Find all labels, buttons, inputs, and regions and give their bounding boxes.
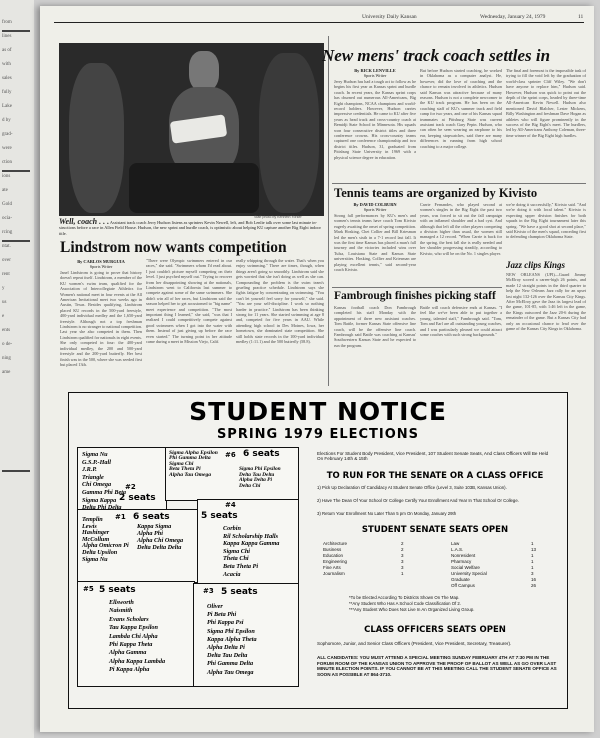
school-row: Architecture bbox=[323, 541, 348, 546]
track-divider bbox=[332, 183, 586, 184]
left-fragment: ntat. bbox=[2, 244, 11, 249]
school-seats: 3 bbox=[401, 565, 404, 570]
list-item: Sigma Chi bbox=[169, 460, 194, 467]
list-item: Ril Scholarship Halls bbox=[223, 532, 279, 540]
district-3-number: #3 bbox=[203, 587, 214, 595]
district-6-list-b bbox=[239, 467, 281, 489]
list-item: Sigma Nu bbox=[82, 555, 108, 563]
left-rule bbox=[2, 170, 30, 172]
district-2-number: #2 bbox=[125, 483, 136, 491]
list-item: Corbin bbox=[223, 525, 241, 532]
list-item: Hashinger bbox=[82, 529, 110, 537]
school-row: Education bbox=[323, 553, 344, 558]
fambrough-col2: Battle will coach defensive ends at Kansas. "I feel like we've been able to put together a young, talented staff," Fambrough said. "Tom, Tom and Earl are all outstanding young coaches, and I was particularly pleased we could attract some coaches with such strong backgrounds." bbox=[420, 305, 502, 338]
list-item: Naismith bbox=[109, 607, 133, 615]
school-row: Nonresident bbox=[451, 553, 476, 558]
left-fragment: ning bbox=[2, 356, 11, 361]
school-row: L.A.S. bbox=[451, 547, 464, 552]
list-item: Alpha Delta Pi bbox=[239, 477, 272, 484]
list-item: Tau Kappa Epsilon bbox=[109, 624, 158, 632]
notice-intro: Elections For Student Body President, Vice President, 107 Student Senate Seats, And Class Officers Will Be Held On February 14th & 15th bbox=[317, 451, 549, 462]
list-item: Sigma Phi Epsilon bbox=[207, 627, 255, 635]
student-notice-ad bbox=[68, 392, 568, 709]
list-item: Ellsworth bbox=[109, 599, 134, 606]
left-fragment: e bbox=[2, 314, 5, 319]
list-item: Delta Phi Delta bbox=[82, 504, 122, 512]
list-item: Acacia bbox=[223, 570, 241, 578]
class-text: Sophomore, Junior, and Senior Class Officers (President, Vice President, Secretary, Treasurer). bbox=[317, 641, 512, 646]
left-fragment: over bbox=[2, 258, 11, 263]
list-item: Alpha Kappa Lambda bbox=[109, 657, 166, 665]
tennis-headline: Tennis teams are organized by Kivisto bbox=[334, 186, 538, 200]
lindstrom-headline: Lindstrom now wants competition bbox=[60, 239, 287, 256]
district-5-list bbox=[109, 599, 165, 675]
school-seats: 3 bbox=[401, 559, 404, 564]
fambrough-headline: Fambrough finishes picking staff bbox=[334, 290, 496, 302]
school-row: University Special bbox=[451, 571, 487, 576]
district-6-number: #6 bbox=[225, 451, 236, 459]
left-fragment: ents bbox=[2, 328, 11, 333]
lindstrom-col2: "There were Olympic swimmers entered in our races," she said. "Swimmers whom I'd read about. I just couldn't picture myself competing on their level. I just psyched myself out." Trying to recover from her disappointing showing at the nationals, Lindstrom went to California last summer to compete against some of the same swimmers. She didn't win all of her races, but Lindstrom said the season helped her to get accustomed to "big name" meet experience and competition. "The most important thing I learned," she said, "was that I realized I could competitively compete against good swimmers when I got into the water with them. Instead of just giving up before the race even started." The turning point in her attitude came during a meet in Mission Viejo, Calif. bbox=[146, 258, 232, 345]
list-item: Sigma Nu bbox=[82, 451, 108, 458]
track-byline-role: Sports Writer bbox=[363, 73, 387, 78]
list-item: Sigma Alpha Epsilon bbox=[169, 450, 218, 456]
school-row: Journalism bbox=[323, 571, 345, 576]
district-1-list-b bbox=[137, 523, 183, 551]
left-fragment: as of bbox=[2, 48, 12, 53]
note-1: *To be Elected According To Districts Shown On The Map. bbox=[349, 595, 460, 600]
district-2-seats: 2 seats bbox=[119, 493, 156, 503]
left-fragment: ction bbox=[2, 160, 12, 165]
left-rule bbox=[2, 30, 30, 32]
school-row: Pharmacy bbox=[451, 559, 472, 564]
school-row: Graduate bbox=[451, 577, 470, 582]
senate-heading: STUDENT SENATE SEATS OPEN bbox=[361, 525, 509, 535]
left-fragment: Gold bbox=[2, 202, 12, 207]
list-item: Theta Chi bbox=[223, 555, 249, 563]
list-item: Phi Gamma Delta bbox=[169, 455, 211, 462]
list-item: Delta Chi bbox=[239, 482, 261, 489]
school-seats: 2 bbox=[401, 541, 404, 546]
step-1: 1) Pick Up Declaration Of Candidacy At Student Senate Office (Level 3, Suite 103B, Kansas Union). bbox=[317, 485, 507, 490]
left-fragment: o de- bbox=[2, 342, 13, 347]
newspaper-page bbox=[40, 6, 594, 732]
school-seats: 1 bbox=[401, 571, 404, 576]
list-item: Pi Beta Phi bbox=[207, 611, 237, 619]
left-fragment: us bbox=[2, 300, 7, 305]
school-seats: 1 bbox=[531, 559, 534, 564]
header-rule bbox=[54, 22, 584, 23]
list-item: Lambda Chi Alpha bbox=[109, 632, 158, 640]
school-row: Fine Arts bbox=[323, 565, 341, 570]
left-fragment: fully bbox=[2, 90, 12, 95]
tennis-col3: we're doing it successfully," Kivisto said. "And we're doing it with local talent." Kivisto is expecting upper division finishes for both squads in the Big Eight tournament later this spring. "We have a good shot at second place," said Kivisto of the men's squad, conceding first to defending champion Oklahoma State. bbox=[506, 202, 586, 240]
district-6-list bbox=[169, 451, 218, 478]
list-item: Phi Kappa Psi bbox=[207, 619, 244, 627]
school-row: Off Campus bbox=[451, 583, 475, 588]
school-seats: 1 bbox=[531, 553, 534, 558]
jazz-headline: Jazz clips Kings bbox=[506, 260, 566, 270]
list-item: Sigma Chi bbox=[223, 547, 250, 555]
district-5-seats: 5 seats bbox=[99, 585, 136, 595]
left-rule bbox=[2, 240, 30, 242]
notice-subtitle: SPRING 1979 ELECTIONS bbox=[216, 427, 420, 442]
list-item: Pi Kappa Alpha bbox=[109, 666, 150, 674]
track-photo bbox=[59, 43, 324, 216]
notice-title: STUDENT NOTICE bbox=[189, 397, 447, 426]
list-item: Templin bbox=[82, 516, 103, 523]
list-item: Delta Delta Delta bbox=[137, 544, 182, 551]
runner-right bbox=[259, 53, 319, 213]
left-fragment: lines bbox=[2, 34, 12, 39]
list-item: McCollum bbox=[82, 535, 110, 543]
runner-left bbox=[69, 63, 124, 213]
note-2: **Any Student Who Has A School Code Classification Of 2. bbox=[349, 601, 462, 606]
left-fragment: ame bbox=[2, 370, 11, 375]
district-map bbox=[75, 445, 303, 685]
list-item: Delta Tau Delta bbox=[207, 652, 248, 660]
lindstrom-col1: Janel Lindstrom is going to prove that history doesn't repeat itself. Lindstrom, a member of the KU women's swim team, qualified for the Association of Intercollegiate Athletics for Women's national meet in four events at the All American Invitational meet two weeks ago in Austin, Texas. Besides qualifying, Lindstrom placed KU records in the 500-yard freestyle, 400-yard individual medley and the 1,650-yard freestyle. Although not a top freshman Lindstrom is no stranger to national competition. Last year she also competed in them. Then Lindstrom qualified for nationals in eight events. She only competed in four: the 400-yard individual medley, the 200 and 500-yard freestyle and the 200-yard butterfly. Her best finish was in the 500, where she was seeded first but placed 13th. bbox=[60, 270, 142, 367]
district-1-list bbox=[82, 517, 129, 563]
paper-name: University Daily Kansan bbox=[362, 14, 417, 20]
track-byline: By RICK LENVILLE bbox=[354, 68, 396, 73]
list-item: Oliver bbox=[207, 603, 223, 610]
list-item: Alpha Gamma bbox=[109, 649, 147, 657]
tennis-col2: Carrie Fernandes, who played second at women's singles in the Big Eight the past two years, was forced to sit out the fall campaign with an inflamed shoulder and a bad cyst. And although that left all the other players competing a division higher than usual, the women still managed a 12 record. "When Carrie is back for the spring, the best fall she is really needed and her shoulder progressing steadily, according to Kivisto, who will be on the No. 1 singles player. bbox=[420, 202, 502, 256]
school-seats: 26 bbox=[531, 583, 537, 588]
school-seats: 3 bbox=[531, 571, 534, 576]
note-3: ***Any Student Who Does Not Live In An Organized Living Group. bbox=[349, 607, 475, 612]
jazz-text: NEW ORLEANS (UPI)—Guard Jimmy McElroy scored a career-high 26 points, and made 12 straight points in the third quarter to help the New Orleans Jazz rally for an upset last night 132-126 over the Kansas City Kings. After McElroy gave the Jazz its largest lead of the game, 101-85, with 1:46 left in the game, the Kings outscored the Jazz 20-6 during the remainder of the game. But a Kansas City had only an occasional chance to lead over the game of the Kansas City Kings in Oklahoma. bbox=[506, 272, 586, 332]
list-item: Phi Kappa Theta bbox=[109, 641, 153, 649]
district-4-seats: 5 seats bbox=[201, 511, 238, 521]
school-seats: 13 bbox=[531, 547, 537, 552]
list-item: Sigma Phi Epsilon bbox=[239, 466, 281, 472]
list-item: Alpha Tau Omega bbox=[207, 668, 254, 676]
run-heading: TO RUN FOR THE SENATE OR A CLASS OFFICE bbox=[326, 471, 544, 481]
list-item: Kappa Alpha Theta bbox=[207, 635, 257, 643]
list-item: G.S.P.-Hall bbox=[82, 458, 111, 466]
district-3-list bbox=[207, 603, 257, 677]
list-item: Kappa Sigma bbox=[137, 523, 172, 530]
lindstrom-col3: really whipping through the water. That's when you enjoy swimming." There are times, though, when things aren't going so smoothly. Lindstrom said she gets worried that she isn't doing as well as she can. Compounding the problem is the swim team's grueling practice schedule. Lindstrom says she fights fatigue by concentrating on swimming. "You can't let yourself feel sorry for yourself," she said. "You are your self-discipline. I work so nothing harder in practice." Lindstrom has been thinking strong for 11 years. She started swimming at age 8 and, competed for five years in AAU. While attending high school in Des Moines, Iowa, her hometown, she dominated state competition. She still holds state records in the 100-yard individual medley (1:11.1) and the 500 butterfly (58.8). bbox=[236, 258, 324, 345]
district-4-number: #4 bbox=[225, 501, 236, 509]
list-item: Delta Upsilon bbox=[82, 548, 118, 556]
school-seats: 1 bbox=[531, 541, 534, 546]
notice-footer: ALL CANDIDATES: YOU MUST ATTEND A SPECIAL MEETING SUNDAY FEBRUARY 4TH AT 7:30 PM IN THE FORUM ROOM OF THE KANSAS UNION TO APPROVE THE PROOF OF BALLOT AS WELL AS GO OVER LAST MINUTE ELECTION POINTS. IF YOU CANNOT BE AT THIS MEETING CALL THE STUDENT SENATE OFFICE AS SOON AS POSSIBLE AT 864-3710. bbox=[317, 655, 557, 677]
left-fragment: were bbox=[2, 146, 12, 151]
list-item: Beta Theta Pi bbox=[223, 562, 259, 570]
column-divider bbox=[328, 36, 329, 386]
district-5-number: #5 bbox=[83, 585, 94, 593]
district-4-list bbox=[223, 525, 279, 578]
district-1-seats: 6 seats bbox=[133, 512, 170, 522]
photo-credit: Staff photo by Kenneth Yorker bbox=[254, 215, 302, 219]
district-3-seats: 5 seats bbox=[221, 587, 258, 597]
list-item: Delta Tau Delta bbox=[239, 471, 275, 478]
list-item: Sigma Kappa bbox=[82, 496, 117, 504]
track-col3: The final and foremost is the impossible task of trying to fill the void left by the graduation of world-class sprinter Cliff Wiley. "We don't have anyone to replace him," Hudson said. However, Hudson was quick to point out the depth of the sprint corps, headed by three-time All-American Kevin Newell. Hudson also mentioned David Blalcher, Lester Mickens, Billy Washington and freshman Dave Hogan as athletes who will figure prominently in the success of the Big Eight's meet. The hurdlers, led by All-Americans Anthony Coleman, three-time winner of the Big Eight high hurdles. bbox=[506, 68, 586, 138]
coach-head bbox=[189, 51, 219, 91]
tennis-byline: By DAVID COLBURN bbox=[353, 202, 397, 207]
page-number: 11 bbox=[578, 14, 584, 20]
school-seats: 3 bbox=[401, 553, 404, 558]
school-seats: 1 bbox=[531, 565, 534, 570]
list-item: Alpha Phi bbox=[137, 530, 163, 537]
list-item: Evans Scholars bbox=[109, 615, 149, 623]
left-fragment: ocia- bbox=[2, 216, 12, 221]
step-2: 2) Have The Dean Of Your School Or College Certify Your Enrollment And Year In That School Or College. bbox=[317, 498, 519, 503]
left-rule bbox=[2, 470, 30, 472]
photo-caption bbox=[59, 219, 324, 236]
list-item: Kappa Kappa Gamma bbox=[223, 540, 280, 548]
left-fragment: rent bbox=[2, 272, 10, 277]
list-item: Beta Theta Pi bbox=[169, 466, 201, 473]
fambrough-col1: Kansas football coach Don Fambrough completed his staff Monday with the appointment of three new assistant coaches. Tom Battle, former Kansas State offensive line coach, will be the offensive line coach. Fambrough said Battle was coaching at Kansas' Southwestern Kansas State and he expected to run the program. bbox=[334, 305, 416, 348]
left-fragment: y bbox=[2, 286, 5, 291]
list-item: Phi Gamma Delta bbox=[207, 660, 254, 668]
tennis-col1: Strong fall performances by KU's men's and women's tennis teams have coach Tom Kivisto eagerly awaiting the onset of spring competition. Mark Hosking, Chet Collier and Bill Kriesman led the men's sixth in a 7-1 record last fall. It was the first time Kansas has placed a man's fall tourney and the victories included wins over Tulsa, Louisiana State and Kansas State universities. Hosking, Collier and Kriesman are playing excellent tennis," said second-year coach Kivisto. bbox=[334, 213, 416, 273]
lindstrom-byline: By CARLOS MURGUIA bbox=[77, 259, 125, 264]
left-fragment: ate bbox=[2, 188, 8, 193]
district-6-seats: 6 seats bbox=[243, 449, 280, 459]
list-item: Chi Omega bbox=[82, 481, 112, 489]
lindstrom-byline-role: Sports Writer bbox=[89, 264, 113, 269]
tennis-byline-role: Sports Writer bbox=[363, 207, 387, 212]
list-item: J.R.P. bbox=[82, 466, 97, 474]
step-3: 3) Return Your Enrollment No Later Than 5 pm On Monday, January 29th bbox=[317, 511, 457, 516]
school-row: Engineering bbox=[323, 559, 348, 564]
list-item: Triangle bbox=[82, 473, 104, 481]
left-fragment: rcing bbox=[2, 230, 13, 235]
left-fragment: from bbox=[2, 20, 12, 25]
list-item: Alpha Tau Omega bbox=[169, 471, 212, 478]
left-fragment: grad- bbox=[2, 132, 13, 137]
left-fragment: with bbox=[2, 62, 11, 67]
left-fragment: ions bbox=[2, 174, 11, 179]
track-col2: But before Hudson started coaching, he worked in Oklahoma as a computer analyst. He, however, did the love of coaching and the chance to remain involved in athletics. Hudson said Kansas was attractive because of many reasons. Hudson is not a complete newcomer to the KU track program. He has been on the coaching staff of KU's summer track and field camp for two years, and one of his Kansas squad teammates at Pittsburg State was current assistant track coach Gary Pepin. Hudson, who can often be seen wearing an earphone to his ear, keeping stopwatches, said there are many differences in running from high school coaching to a major college. bbox=[420, 68, 502, 149]
track-col1: Jerry Hudson has had a tough act to follow as he begins his first year as Kansas sprint and hurdle coach. In recent years, the Kansas sprint corps has churned out numerous All-Americans, Big Eight champions, NCAA champions and world-record holders. However, Hudson carries impressive credentials. He came to KU after five years as head track and cross-country coach at Bemidji State School in Minnesota. His squads won four consecutive district titles and three conference crowns. His cross-country teams captured one conference championship and two district titles. Hudson, 31, graduated from Pittsburg State University in 1969 with a physical science degree in education. bbox=[334, 79, 416, 160]
issue-date: Wednesday, January 24, 1979 bbox=[480, 14, 546, 20]
school-row: Business bbox=[323, 547, 342, 552]
school-seats: 2 bbox=[401, 547, 404, 552]
track-headline: New mens' track coach settles in bbox=[322, 46, 551, 65]
list-item: Alpha Omicron Pi bbox=[82, 542, 129, 550]
caption-lead: Well, coach . . . bbox=[59, 217, 110, 226]
left-fragment: d by bbox=[2, 118, 11, 123]
list-item: Alpha Chi Omega bbox=[137, 537, 184, 544]
left-fragment: sales bbox=[2, 76, 12, 81]
list-item: Gamma Phi Beta bbox=[82, 488, 127, 496]
photo-shadow bbox=[129, 163, 259, 213]
previous-page-edge bbox=[0, 0, 34, 738]
list-item: Alpha Delta Pi bbox=[207, 644, 245, 652]
school-row: Law bbox=[451, 541, 460, 546]
fambrough-divider bbox=[332, 287, 502, 288]
list-item: Lewis bbox=[82, 522, 97, 530]
left-fragment: Lake bbox=[2, 104, 12, 109]
school-seats: 16 bbox=[531, 577, 537, 582]
district-1-number: #1 bbox=[115, 513, 126, 521]
school-row: Social Welfare bbox=[451, 565, 480, 570]
class-heading: CLASS OFFICERS SEATS OPEN bbox=[364, 625, 506, 635]
caption-text: Assistant track coach Jerry Hudson listens as sprinters Kevin Newell, left, and Bob Lenlie talk over some last minute in-structions before a race in Allen Field House. Hudson, the new sprint and hurdle coach, is optimistic about helping KU capture another Big Eight indoor title. bbox=[59, 220, 321, 236]
